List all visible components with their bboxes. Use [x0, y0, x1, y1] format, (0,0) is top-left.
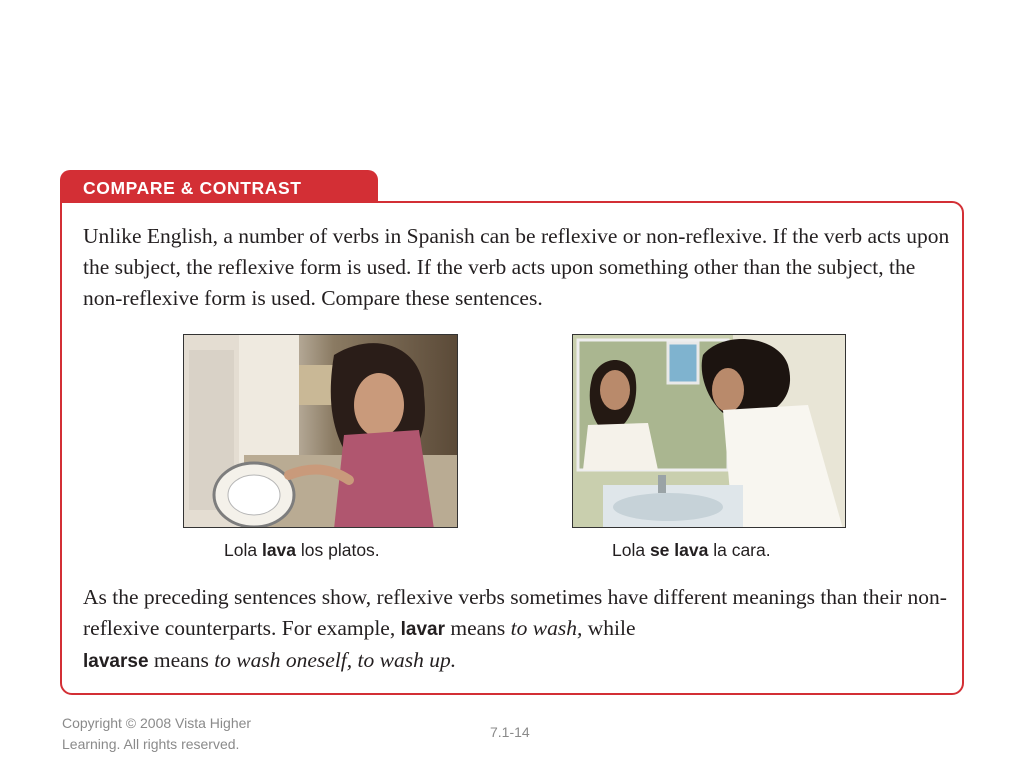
section-tab	[60, 170, 378, 203]
conclusion-part4: means	[148, 648, 215, 672]
footer-copyright: Copyright © 2008 Vista Higher Learning. All rights reserved.	[62, 715, 252, 752]
intro-paragraph: Unlike English, a number of verbs in Spanish can be reflexive or non-reflexive. If the verb acts upon the subject, the reflexive form is used. If the verb acts upon something other than the subject, the non-reflexive form is used. Compare these sentences.	[83, 224, 950, 310]
conclusion-paragraph	[83, 582, 953, 677]
woman-washing-face-photo	[572, 334, 846, 528]
slide-number: 7.1-14	[490, 724, 530, 740]
section-tab-label: COMPARE & CONTRAST	[83, 178, 302, 198]
meaning-to-wash: to wash,	[510, 616, 583, 640]
caption-dishes	[224, 540, 380, 561]
woman-washing-dishes-photo	[183, 334, 458, 528]
face-photo-illustration	[573, 335, 846, 528]
term-lavarse: lavarse	[83, 651, 149, 672]
dishes-photo-illustration	[184, 335, 458, 528]
caption-face-verb: se lava	[649, 540, 709, 560]
term-lavar: lavar	[400, 619, 445, 640]
conclusion-part3: while	[582, 616, 636, 640]
caption-dishes-after: los platos.	[296, 540, 380, 560]
meaning-to-wash-oneself: to wash oneself, to wash up.	[214, 648, 457, 672]
caption-face	[612, 540, 771, 561]
conclusion-part1: As the preceding sentences show, reflexive verbs sometimes have different meanings than their non-reflexive counterparts. For example,	[83, 585, 947, 640]
caption-face-after: la cara.	[708, 540, 771, 560]
caption-face-before: Lola	[612, 540, 650, 560]
caption-dishes-verb: lava	[261, 540, 297, 560]
conclusion-part2: means	[444, 616, 511, 640]
caption-dishes-before: Lola	[224, 540, 262, 560]
